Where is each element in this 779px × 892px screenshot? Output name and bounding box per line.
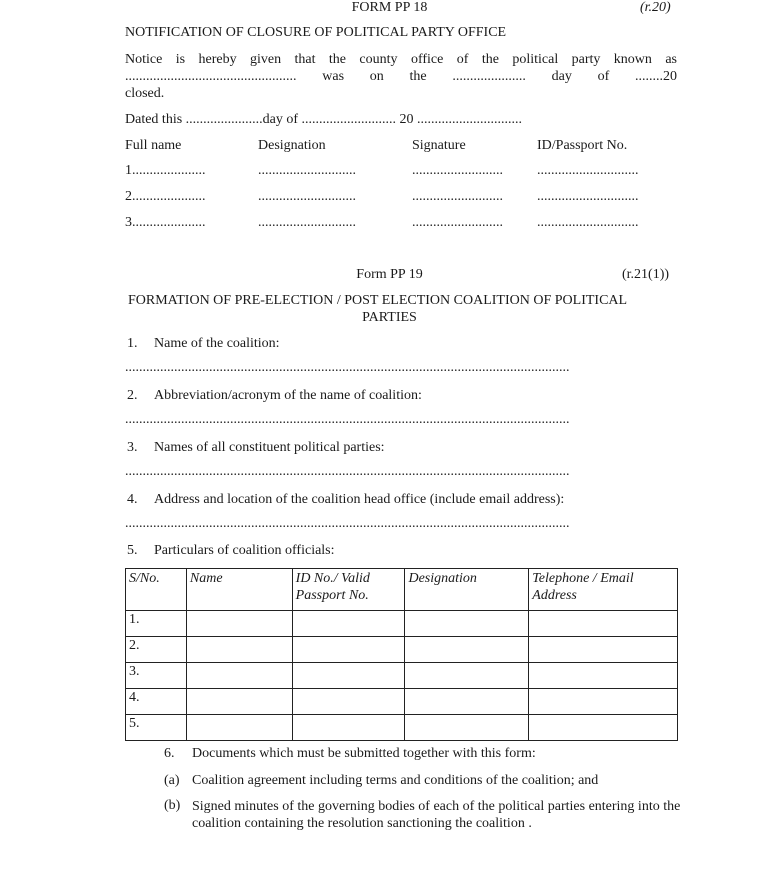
th-telephone-email: Telephone / Email Address bbox=[529, 569, 678, 611]
form-pp18-rule-ref: (r.20) bbox=[640, 0, 671, 15]
doc-b-label: (b) bbox=[164, 798, 181, 813]
item6-label: Documents which must be submitted together with this form: bbox=[192, 746, 536, 761]
table-row bbox=[126, 637, 678, 663]
item1-number: 1. bbox=[127, 336, 138, 351]
form-pp19-heading-line1: FORMATION OF PRE-ELECTION / POST ELECTION COALITION OF POLITICAL bbox=[128, 293, 628, 308]
officials-table bbox=[125, 568, 678, 741]
item5-number: 5. bbox=[127, 543, 138, 558]
cell-id[interactable] bbox=[292, 663, 405, 689]
officials-table-header bbox=[126, 569, 678, 611]
doc-a-label: (a) bbox=[164, 773, 180, 788]
row1-designation: ............................ bbox=[258, 163, 356, 178]
row3-signature: .......................... bbox=[412, 215, 503, 230]
row-number: 3. bbox=[126, 663, 187, 689]
cell-id[interactable] bbox=[292, 689, 405, 715]
notice-line-2: ................................................. was on the ..................... day of ........20 bbox=[125, 69, 677, 84]
th-id-passport: ID No./ Valid Passport No. bbox=[292, 569, 405, 611]
cell-contact[interactable] bbox=[529, 689, 678, 715]
row1-name: 1..................... bbox=[125, 163, 206, 178]
row3-designation: ............................ bbox=[258, 215, 356, 230]
notice-line-3: closed. bbox=[125, 86, 165, 101]
th-sno: S/No. bbox=[126, 569, 187, 611]
cell-designation[interactable] bbox=[405, 663, 529, 689]
form-pp18-title: FORM PP 18 bbox=[351, 0, 428, 15]
th-designation: Designation bbox=[405, 569, 529, 611]
col-signature: Signature bbox=[412, 138, 466, 153]
cell-contact[interactable] bbox=[529, 611, 678, 637]
item6-number: 6. bbox=[164, 746, 175, 761]
cell-id[interactable] bbox=[292, 611, 405, 637]
item3-number: 3. bbox=[127, 440, 138, 455]
cell-id[interactable] bbox=[292, 637, 405, 663]
form-pp19-rule-ref: (r.21(1)) bbox=[622, 267, 670, 282]
row-number: 4. bbox=[126, 689, 187, 715]
item4-label: Address and location of the coalition head office (include email address): bbox=[154, 492, 565, 507]
col-id-passport: ID/Passport No. bbox=[537, 138, 628, 153]
item5-label: Particulars of coalition officials: bbox=[154, 543, 335, 558]
cell-contact[interactable] bbox=[529, 715, 678, 741]
form-pp19-title: Form PP 19 bbox=[356, 267, 423, 282]
form-pp18-heading: NOTIFICATION OF CLOSURE OF POLITICAL PARTY OFFICE bbox=[125, 25, 507, 40]
cell-id[interactable] bbox=[292, 715, 405, 741]
cell-designation[interactable] bbox=[405, 715, 529, 741]
table-row bbox=[126, 663, 678, 689]
doc-b-text: Signed minutes of the governing bodies of each of the political parties entering into the coalition containing the resolution sanctioning the coalition . bbox=[192, 799, 681, 831]
item2-answer-line[interactable]: ............................................................................................................................... bbox=[125, 412, 570, 427]
item1-label: Name of the coalition: bbox=[154, 336, 280, 351]
cell-name[interactable] bbox=[186, 637, 292, 663]
col-full-name: Full name bbox=[125, 138, 182, 153]
row-number: 1. bbox=[126, 611, 187, 637]
item3-label: Names of all constituent political parties: bbox=[154, 440, 385, 455]
item1-answer-line[interactable]: ............................................................................................................................... bbox=[125, 360, 570, 375]
notice-line-1: Notice is hereby given that the county office of the political party known as bbox=[125, 52, 677, 67]
cell-designation[interactable] bbox=[405, 611, 529, 637]
cell-name[interactable] bbox=[186, 611, 292, 637]
row2-id: ............................. bbox=[537, 189, 639, 204]
table-row bbox=[126, 611, 678, 637]
row2-designation: ............................ bbox=[258, 189, 356, 204]
table-row bbox=[126, 689, 678, 715]
cell-designation[interactable] bbox=[405, 637, 529, 663]
item2-number: 2. bbox=[127, 388, 138, 403]
item4-answer-line[interactable]: ............................................................................................................................... bbox=[125, 516, 570, 531]
col-designation: Designation bbox=[258, 138, 326, 153]
table-row bbox=[126, 715, 678, 741]
row-number: 2. bbox=[126, 637, 187, 663]
th-name: Name bbox=[186, 569, 292, 611]
doc-a-text: Coalition agreement including terms and conditions of the coalition; and bbox=[192, 773, 599, 788]
cell-name[interactable] bbox=[186, 715, 292, 741]
cell-designation[interactable] bbox=[405, 689, 529, 715]
cell-name[interactable] bbox=[186, 689, 292, 715]
dated-line: Dated this ......................day of ........................... 20 .............................. bbox=[125, 112, 523, 127]
cell-name[interactable] bbox=[186, 663, 292, 689]
row3-name: 3..................... bbox=[125, 215, 206, 230]
cell-contact[interactable] bbox=[529, 637, 678, 663]
row2-signature: .......................... bbox=[412, 189, 503, 204]
row-number: 5. bbox=[126, 715, 187, 741]
cell-contact[interactable] bbox=[529, 663, 678, 689]
row1-signature: .......................... bbox=[412, 163, 503, 178]
row2-name: 2..................... bbox=[125, 189, 206, 204]
item2-label: Abbreviation/acronym of the name of coalition: bbox=[154, 388, 422, 403]
item3-answer-line[interactable]: ............................................................................................................................... bbox=[125, 464, 570, 479]
form-pp19-heading-line2: PARTIES bbox=[362, 310, 417, 325]
item4-number: 4. bbox=[127, 492, 138, 507]
row1-id: ............................. bbox=[537, 163, 639, 178]
row3-id: ............................. bbox=[537, 215, 639, 230]
